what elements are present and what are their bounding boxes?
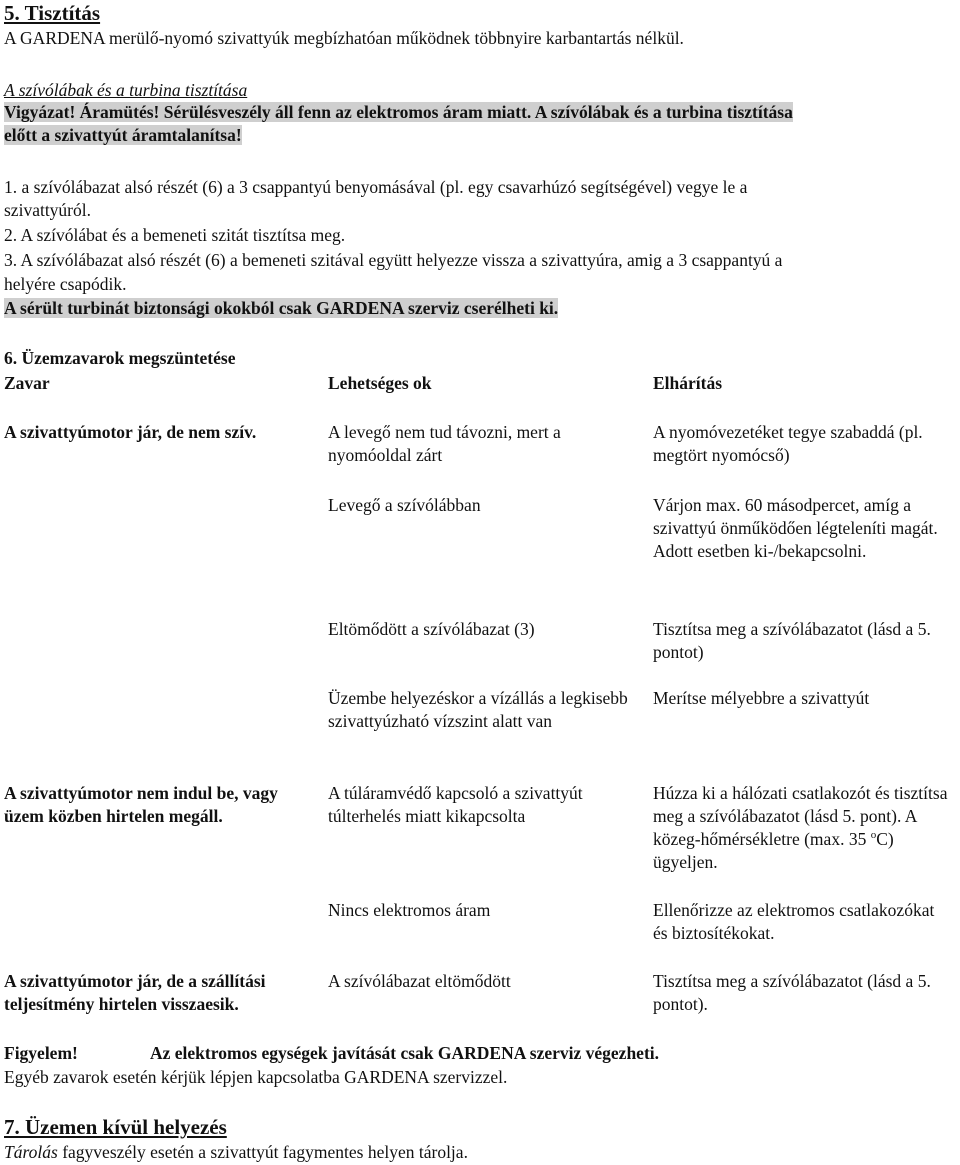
degree-mark: o [870,829,877,842]
table-row-1-fault: A szivattyúmotor jár, de nem szív. [4,422,257,442]
other-faults: Egyéb zavarok esetén kérjük lépjen kapcsolatba GARDENA szervizzel. [4,1067,508,1087]
table-row-2-remedy: Várjon max. 60 másodpercet, amíg a szivattyú önműködően légteleníti magát. Adott esetben ki-/bekapcsolni. [653,495,938,561]
table-row-5-remedy [653,782,960,874]
table-row-3-remedy: Tisztítsa meg a szívólábazatot (lásd a 5. pontot) [653,619,931,662]
table-row-4-cause: Üzembe helyezéskor a vízállás a legkisebb szivattyúzható vízszint alatt van [328,688,628,731]
turbine-note [4,297,558,320]
table-row-4-remedy: Merítse mélyebbre a szivattyút [653,688,870,708]
storage-line [4,1141,468,1164]
table-row-2-cause: Levegő a szívólábban [328,495,481,515]
warning-line-2-text: előtt a szivattyút áramtalanítsa! [4,125,242,145]
step-2: 2. A szívólábat és a bemeneti szitát tisztítsa meg. [4,225,346,245]
step-1-line-1: 1. a szívólábazat alsó részét (6) a 3 csappantyú benyomásával (pl. egy csavarhúzó segítségével) vegye le a [4,177,748,197]
table-row-5-cause: A túláramvédő kapcsoló a szivattyút túlterhelés miatt kikapcsolta [328,783,583,826]
table-row-5-remedy-text: Húzza ki a hálózati csatlakozót és tisztítsa meg a szívólábazatot (lásd 5. pont). A közeg-hőmérsékletre (max. 35 [653,783,948,849]
table-row-7-fault: A szivattyúmotor jár, de a szállítási teljesítmény hirtelen visszaesik. [4,971,266,1014]
warning-line-2 [4,124,242,147]
table-row-7-remedy: Tisztítsa meg a szívólábazatot (lásd a 5. pontot). [653,971,931,1014]
table-row-6-remedy: Ellenőrizze az elektromos csatlakozókat és biztosítékokat. [653,900,935,943]
table-row-5-fault: A szivattyúmotor nem indul be, vagy üzem közben hirtelen megáll. [4,783,278,826]
step-3-line-2: helyére csapódik. [4,274,127,294]
section5-intro: A GARDENA merülő-nyomó szivattyúk megbízhatóan működnek többnyire karbantartás nélkül. [4,28,684,48]
table-row-1-cause: A levegő nem tud távozni, mert a nyomóoldal zárt [328,422,561,465]
attention-label: Figyelem! [4,1043,78,1063]
storage-label: Tárolás [4,1142,58,1162]
step-3-line-1: 3. A szívólábazat alsó részét (6) a bemeneti szitával együtt helyezze vissza a szivattyúra, amig a 3 csappantyú a [4,250,783,270]
warning-line-1-text: Vigyázat! Áramütés! Sérülésveszély áll fenn az elektromos áram miatt. A szívólábak és a turbina tisztítása [4,102,793,122]
header-remedy: Elhárítás [653,373,723,393]
step-1-line-2: szivattyúról. [4,200,91,220]
section5-title: 5. Tisztítás [4,1,101,25]
header-fault: Zavar [4,373,50,393]
warning-line-1 [4,101,793,124]
table-row-6-cause: Nincs elektromos áram [328,900,491,920]
table-row-1-remedy: A nyomóvezetéket tegye szabaddá (pl. megtört nyomócső) [653,422,923,465]
storage-text: fagyveszély esetén a szivattyút fagymentes helyen tárolja. [62,1142,468,1162]
table-row-7-cause: A szívólábazat eltömődött [328,971,511,991]
section7-title: 7. Üzemen kívül helyezés [4,1115,227,1139]
table-row-3-cause: Eltömődött a szívólábazat (3) [328,619,535,639]
turbine-note-text: A sérült turbinát biztonsági okokból csak GARDENA szerviz cserélheti ki. [4,298,559,318]
table-row-5-remedy-end: C) ügyeljen. [653,829,894,872]
attention-text: Az elektromos egységek javítását csak GARDENA szerviz végezheti. [150,1043,660,1063]
section5-subtitle: A szívólábak és a turbina tisztítása [4,80,248,100]
header-cause: Lehetséges ok [328,373,432,393]
section6-title: 6. Üzemzavarok megszüntetése [4,348,236,368]
